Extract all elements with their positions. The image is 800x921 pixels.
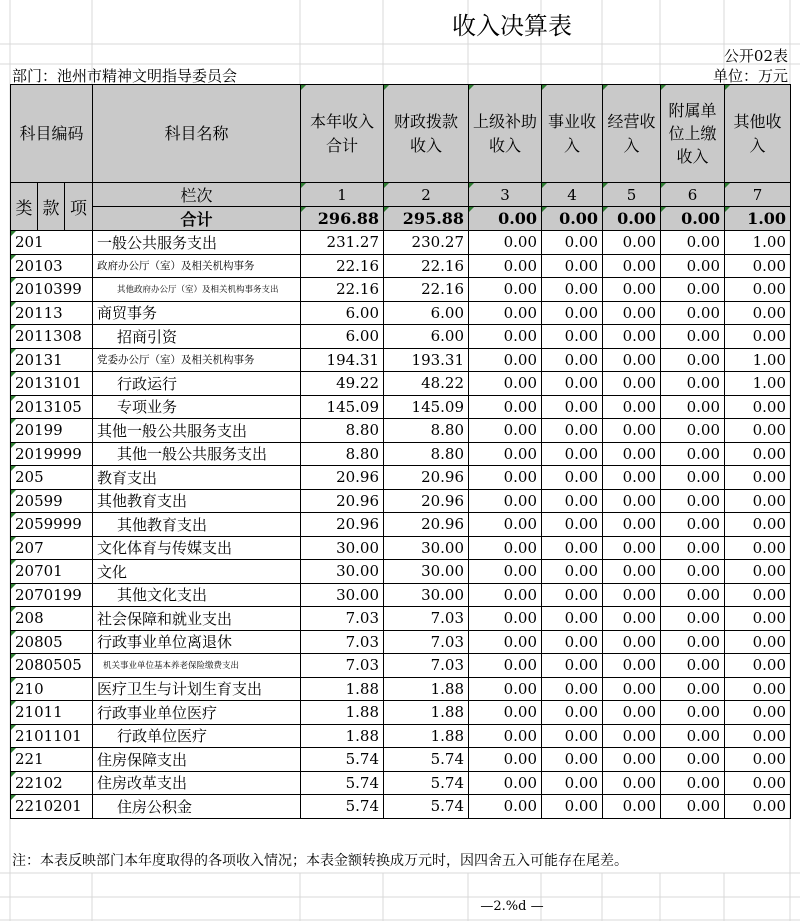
table-row — [11, 278, 791, 302]
row-value: 0.00 — [603, 560, 661, 584]
header-fiscal-appropriation: 财政拨款收入 — [384, 85, 469, 183]
footnote: 注：本表反映部门本年度取得的各项收入情况；本表金额转换成万元时，因四舍五入可能存在尾差。 — [12, 853, 628, 869]
row-value: 8.80 — [384, 419, 469, 443]
row-value: 1.00 — [725, 348, 791, 372]
row-value: 22.16 — [301, 254, 384, 278]
row-value: 0.00 — [725, 325, 791, 349]
row-value: 1.88 — [384, 724, 469, 748]
row-value: 0.00 — [661, 489, 725, 513]
row-value: 0.00 — [469, 325, 542, 349]
table-row — [11, 583, 791, 607]
row-value: 0.00 — [469, 466, 542, 490]
table-row — [11, 325, 791, 349]
row-value: 1.88 — [301, 701, 384, 725]
row-value: 0.00 — [725, 771, 791, 795]
row-value: 0.00 — [661, 395, 725, 419]
row-value: 230.27 — [384, 231, 469, 255]
table-row — [11, 560, 791, 584]
row-value: 0.00 — [469, 419, 542, 443]
row-name: 行政单位医疗 — [93, 724, 301, 748]
row-value: 0.00 — [469, 607, 542, 631]
row-code: 205 — [11, 466, 93, 490]
row-code: 2011308 — [11, 325, 93, 349]
row-code: 210 — [11, 677, 93, 701]
row-value: 0.00 — [661, 278, 725, 302]
row-value: 0.00 — [469, 536, 542, 560]
row-name: 机关事业单位基本养老保险缴费支出 — [93, 654, 301, 678]
row-value: 0.00 — [542, 301, 603, 325]
row-value: 193.31 — [384, 348, 469, 372]
row-value: 0.00 — [661, 583, 725, 607]
row-value: 0.00 — [725, 301, 791, 325]
row-value: 0.00 — [603, 419, 661, 443]
row-code: 2059999 — [11, 513, 93, 537]
row-value: 0.00 — [542, 795, 603, 819]
row-code: 2101101 — [11, 724, 93, 748]
report-title: 收入决算表 — [452, 12, 572, 40]
header-other-income: 其他收入 — [725, 85, 791, 183]
row-value: 6.00 — [301, 301, 384, 325]
row-code: 22102 — [11, 771, 93, 795]
row-value: 0.00 — [603, 654, 661, 678]
table-row — [11, 607, 791, 631]
row-value: 0.00 — [603, 724, 661, 748]
row-value: 5.74 — [384, 771, 469, 795]
row-code: 208 — [11, 607, 93, 631]
row-name: 行政运行 — [93, 372, 301, 396]
row-code: 2010399 — [11, 278, 93, 302]
header-total-income: 本年收入合计 — [301, 85, 384, 183]
col-num: 2 — [384, 183, 469, 207]
row-value: 0.00 — [725, 560, 791, 584]
row-value: 0.00 — [661, 348, 725, 372]
total-value: 1.00 — [725, 207, 791, 231]
row-code: 221 — [11, 748, 93, 772]
row-value: 0.00 — [542, 536, 603, 560]
row-name: 行政事业单位离退休 — [93, 630, 301, 654]
row-value: 0.00 — [603, 701, 661, 725]
row-value: 0.00 — [725, 278, 791, 302]
row-value: 0.00 — [725, 489, 791, 513]
row-code: 2070199 — [11, 583, 93, 607]
row-value: 0.00 — [661, 701, 725, 725]
total-value: 0.00 — [603, 207, 661, 231]
row-value: 0.00 — [725, 607, 791, 631]
row-value: 0.00 — [661, 466, 725, 490]
row-value: 0.00 — [661, 254, 725, 278]
row-value: 30.00 — [301, 560, 384, 584]
row-name: 住房保障支出 — [93, 748, 301, 772]
row-value: 0.00 — [542, 560, 603, 584]
table-row — [11, 254, 791, 278]
row-value: 0.00 — [469, 489, 542, 513]
row-value: 0.00 — [603, 771, 661, 795]
row-value: 0.00 — [661, 630, 725, 654]
table-row — [11, 654, 791, 678]
row-name: 一般公共服务支出 — [93, 231, 301, 255]
row-name: 其他一般公共服务支出 — [93, 419, 301, 443]
row-value: 0.00 — [725, 748, 791, 772]
row-value: 0.00 — [661, 560, 725, 584]
row-value: 0.00 — [542, 419, 603, 443]
row-value: 8.80 — [384, 442, 469, 466]
row-value: 0.00 — [603, 372, 661, 396]
row-value: 5.74 — [301, 748, 384, 772]
row-value: 0.00 — [542, 325, 603, 349]
row-value: 0.00 — [469, 442, 542, 466]
row-code: 2210201 — [11, 795, 93, 819]
row-value: 0.00 — [661, 724, 725, 748]
total-value: 0.00 — [542, 207, 603, 231]
header-name: 科目名称 — [93, 85, 301, 183]
table-row — [11, 536, 791, 560]
row-value: 20.96 — [301, 466, 384, 490]
row-value: 0.00 — [661, 795, 725, 819]
row-name: 住房公积金 — [93, 795, 301, 819]
row-value: 1.88 — [384, 701, 469, 725]
row-value: 20.96 — [384, 513, 469, 537]
form-code: 公开02表 — [723, 47, 788, 65]
table-row — [11, 231, 791, 255]
row-value: 0.00 — [603, 301, 661, 325]
row-name: 住房改革支出 — [93, 771, 301, 795]
row-value: 194.31 — [301, 348, 384, 372]
row-value: 0.00 — [661, 654, 725, 678]
row-value: 0.00 — [603, 231, 661, 255]
row-value: 0.00 — [469, 677, 542, 701]
row-value: 0.00 — [542, 254, 603, 278]
row-value: 0.00 — [661, 748, 725, 772]
row-value: 0.00 — [603, 395, 661, 419]
table-row — [11, 442, 791, 466]
table-row — [11, 771, 791, 795]
row-value: 0.00 — [725, 513, 791, 537]
table-row — [11, 301, 791, 325]
total-value: 0.00 — [661, 207, 725, 231]
row-code: 2080505 — [11, 654, 93, 678]
row-value: 6.00 — [301, 325, 384, 349]
header-business-income: 事业收入 — [542, 85, 603, 183]
col-num: 5 — [603, 183, 661, 207]
row-value: 0.00 — [603, 607, 661, 631]
table-row — [11, 466, 791, 490]
row-value: 0.00 — [469, 630, 542, 654]
row-value: 1.88 — [301, 677, 384, 701]
row-value: 0.00 — [469, 372, 542, 396]
row-value: 0.00 — [542, 583, 603, 607]
row-value: 1.88 — [301, 724, 384, 748]
header-code: 科目编码 — [11, 85, 93, 183]
row-value: 0.00 — [603, 795, 661, 819]
table-row — [11, 348, 791, 372]
row-value: 0.00 — [725, 630, 791, 654]
row-code: 20599 — [11, 489, 93, 513]
row-value: 20.96 — [301, 489, 384, 513]
row-value: 7.03 — [384, 630, 469, 654]
row-value: 0.00 — [469, 771, 542, 795]
total-row — [11, 207, 791, 231]
row-value: 0.00 — [542, 654, 603, 678]
table-row — [11, 748, 791, 772]
row-name: 招商引资 — [93, 325, 301, 349]
row-value: 0.00 — [725, 583, 791, 607]
total-value: 0.00 — [469, 207, 542, 231]
table-row — [11, 677, 791, 701]
row-value: 0.00 — [603, 254, 661, 278]
row-name: 文化 — [93, 560, 301, 584]
column-number-row — [11, 183, 791, 207]
row-value: 0.00 — [603, 677, 661, 701]
row-value: 48.22 — [384, 372, 469, 396]
row-value: 0.00 — [542, 231, 603, 255]
row-value: 0.00 — [542, 513, 603, 537]
unit-label: 单位：万元 — [712, 67, 788, 85]
row-value: 0.00 — [661, 419, 725, 443]
row-code: 2013105 — [11, 395, 93, 419]
row-value: 20.96 — [301, 513, 384, 537]
row-value: 0.00 — [725, 701, 791, 725]
row-code: 21011 — [11, 701, 93, 725]
total-value: 296.88 — [301, 207, 384, 231]
row-value: 0.00 — [725, 466, 791, 490]
row-value: 0.00 — [725, 254, 791, 278]
table-row — [11, 489, 791, 513]
row-value: 0.00 — [542, 724, 603, 748]
row-value: 0.00 — [542, 701, 603, 725]
row-value: 7.03 — [301, 654, 384, 678]
row-value: 0.00 — [469, 795, 542, 819]
row-name: 党委办公厅（室）及相关机构事务 — [93, 348, 301, 372]
table-row — [11, 701, 791, 725]
row-value: 0.00 — [725, 536, 791, 560]
row-code: 2013101 — [11, 372, 93, 396]
row-code: 20701 — [11, 560, 93, 584]
row-name: 文化体育与传媒支出 — [93, 536, 301, 560]
row-value: 0.00 — [661, 607, 725, 631]
row-value: 0.00 — [661, 536, 725, 560]
row-value: 0.00 — [542, 607, 603, 631]
row-value: 0.00 — [725, 442, 791, 466]
row-value: 0.00 — [603, 489, 661, 513]
row-code: 20199 — [11, 419, 93, 443]
row-value: 0.00 — [542, 677, 603, 701]
col-num: 7 — [725, 183, 791, 207]
header-operating-income: 经营收入 — [603, 85, 661, 183]
row-value: 7.03 — [384, 607, 469, 631]
row-value: 0.00 — [725, 654, 791, 678]
row-value: 0.00 — [603, 536, 661, 560]
row-code: 201 — [11, 231, 93, 255]
table-row — [11, 395, 791, 419]
table-row — [11, 630, 791, 654]
row-value: 0.00 — [469, 278, 542, 302]
row-value: 0.00 — [542, 395, 603, 419]
row-value: 0.00 — [542, 442, 603, 466]
col-num: 1 — [301, 183, 384, 207]
row-name: 其他文化支出 — [93, 583, 301, 607]
row-value: 0.00 — [603, 442, 661, 466]
row-value: 0.00 — [725, 724, 791, 748]
row-value: 145.09 — [384, 395, 469, 419]
row-name: 其他教育支出 — [93, 489, 301, 513]
department-label: 部门：池州市精神文明指导委员会 — [12, 67, 238, 85]
row-value: 7.03 — [301, 630, 384, 654]
row-value: 5.74 — [384, 748, 469, 772]
income-table — [10, 84, 791, 819]
row-value: 0.00 — [469, 301, 542, 325]
row-value: 0.00 — [469, 395, 542, 419]
row-value: 0.00 — [469, 724, 542, 748]
row-value: 22.16 — [384, 278, 469, 302]
row-value: 145.09 — [301, 395, 384, 419]
row-value: 0.00 — [603, 513, 661, 537]
row-value: 0.00 — [725, 677, 791, 701]
row-value: 0.00 — [661, 442, 725, 466]
row-name: 其他教育支出 — [93, 513, 301, 537]
row-value: 6.00 — [384, 301, 469, 325]
row-value: 1.00 — [725, 372, 791, 396]
row-value: 5.74 — [301, 771, 384, 795]
row-value: 0.00 — [469, 231, 542, 255]
row-value: 0.00 — [469, 560, 542, 584]
row-value: 0.00 — [661, 231, 725, 255]
row-value: 0.00 — [661, 301, 725, 325]
row-value: 30.00 — [384, 536, 469, 560]
row-name: 政府办公厅（室）及相关机构事务 — [93, 254, 301, 278]
row-value: 20.96 — [384, 466, 469, 490]
row-value: 49.22 — [301, 372, 384, 396]
row-value: 0.00 — [725, 395, 791, 419]
row-value: 0.00 — [542, 748, 603, 772]
header-kuan: 款 — [38, 183, 65, 231]
row-value: 0.00 — [542, 278, 603, 302]
row-value: 0.00 — [661, 372, 725, 396]
row-value: 8.80 — [301, 442, 384, 466]
header-xiang: 项 — [65, 183, 93, 231]
row-value: 0.00 — [603, 278, 661, 302]
row-value: 0.00 — [661, 513, 725, 537]
row-value: 20.96 — [384, 489, 469, 513]
row-value: 0.00 — [469, 701, 542, 725]
row-code: 207 — [11, 536, 93, 560]
page-footer: —2.%d — — [480, 899, 544, 914]
row-name: 其他一般公共服务支出 — [93, 442, 301, 466]
col-num: 3 — [469, 183, 542, 207]
row-value: 0.00 — [661, 771, 725, 795]
row-name: 医疗卫生与计划生育支出 — [93, 677, 301, 701]
row-code: 2019999 — [11, 442, 93, 466]
row-name: 商贸事务 — [93, 301, 301, 325]
row-name: 教育支出 — [93, 466, 301, 490]
row-value: 5.74 — [301, 795, 384, 819]
row-value: 0.00 — [725, 419, 791, 443]
row-value: 0.00 — [603, 630, 661, 654]
row-code: 20113 — [11, 301, 93, 325]
row-value: 0.00 — [603, 348, 661, 372]
row-value: 0.00 — [469, 583, 542, 607]
row-value: 0.00 — [603, 325, 661, 349]
row-value: 0.00 — [725, 795, 791, 819]
row-value: 7.03 — [384, 654, 469, 678]
row-value: 30.00 — [301, 536, 384, 560]
table-row — [11, 724, 791, 748]
table-row — [11, 513, 791, 537]
table-row — [11, 372, 791, 396]
row-value: 0.00 — [603, 748, 661, 772]
row-name: 社会保障和就业支出 — [93, 607, 301, 631]
row-value: 0.00 — [661, 677, 725, 701]
row-value: 0.00 — [542, 489, 603, 513]
row-value: 0.00 — [542, 630, 603, 654]
header-affiliated-remit: 附属单位上缴收入 — [661, 85, 725, 183]
row-value: 231.27 — [301, 231, 384, 255]
total-value: 295.88 — [384, 207, 469, 231]
row-value: 1.00 — [725, 231, 791, 255]
row-value: 22.16 — [384, 254, 469, 278]
row-code: 20131 — [11, 348, 93, 372]
row-value: 7.03 — [301, 607, 384, 631]
row-value: 8.80 — [301, 419, 384, 443]
row-value: 0.00 — [542, 466, 603, 490]
row-value: 0.00 — [469, 654, 542, 678]
row-value: 22.16 — [301, 278, 384, 302]
total-label: 合计 — [93, 207, 301, 231]
row-value: 6.00 — [384, 325, 469, 349]
header-lei: 类 — [11, 183, 38, 231]
row-value: 30.00 — [384, 560, 469, 584]
row-value: 0.00 — [469, 748, 542, 772]
header-row — [11, 85, 791, 183]
row-value: 0.00 — [542, 348, 603, 372]
row-value: 0.00 — [603, 583, 661, 607]
row-value: 30.00 — [384, 583, 469, 607]
header-lanci: 栏次 — [93, 183, 301, 207]
row-value: 0.00 — [603, 466, 661, 490]
row-value: 30.00 — [301, 583, 384, 607]
col-num: 6 — [661, 183, 725, 207]
row-value: 5.74 — [384, 795, 469, 819]
row-name: 行政事业单位医疗 — [93, 701, 301, 725]
table-row — [11, 419, 791, 443]
row-value: 0.00 — [542, 771, 603, 795]
row-name: 其他政府办公厅（室）及相关机构事务支出 — [93, 278, 301, 302]
row-value: 1.88 — [384, 677, 469, 701]
row-name: 专项业务 — [93, 395, 301, 419]
row-value: 0.00 — [542, 372, 603, 396]
row-value: 0.00 — [469, 254, 542, 278]
header-superior-subsidy: 上级补助收入 — [469, 85, 542, 183]
row-code: 20103 — [11, 254, 93, 278]
table-row — [11, 795, 791, 819]
row-value: 0.00 — [661, 325, 725, 349]
row-value: 0.00 — [469, 348, 542, 372]
row-value: 0.00 — [469, 513, 542, 537]
row-code: 20805 — [11, 630, 93, 654]
col-num: 4 — [542, 183, 603, 207]
